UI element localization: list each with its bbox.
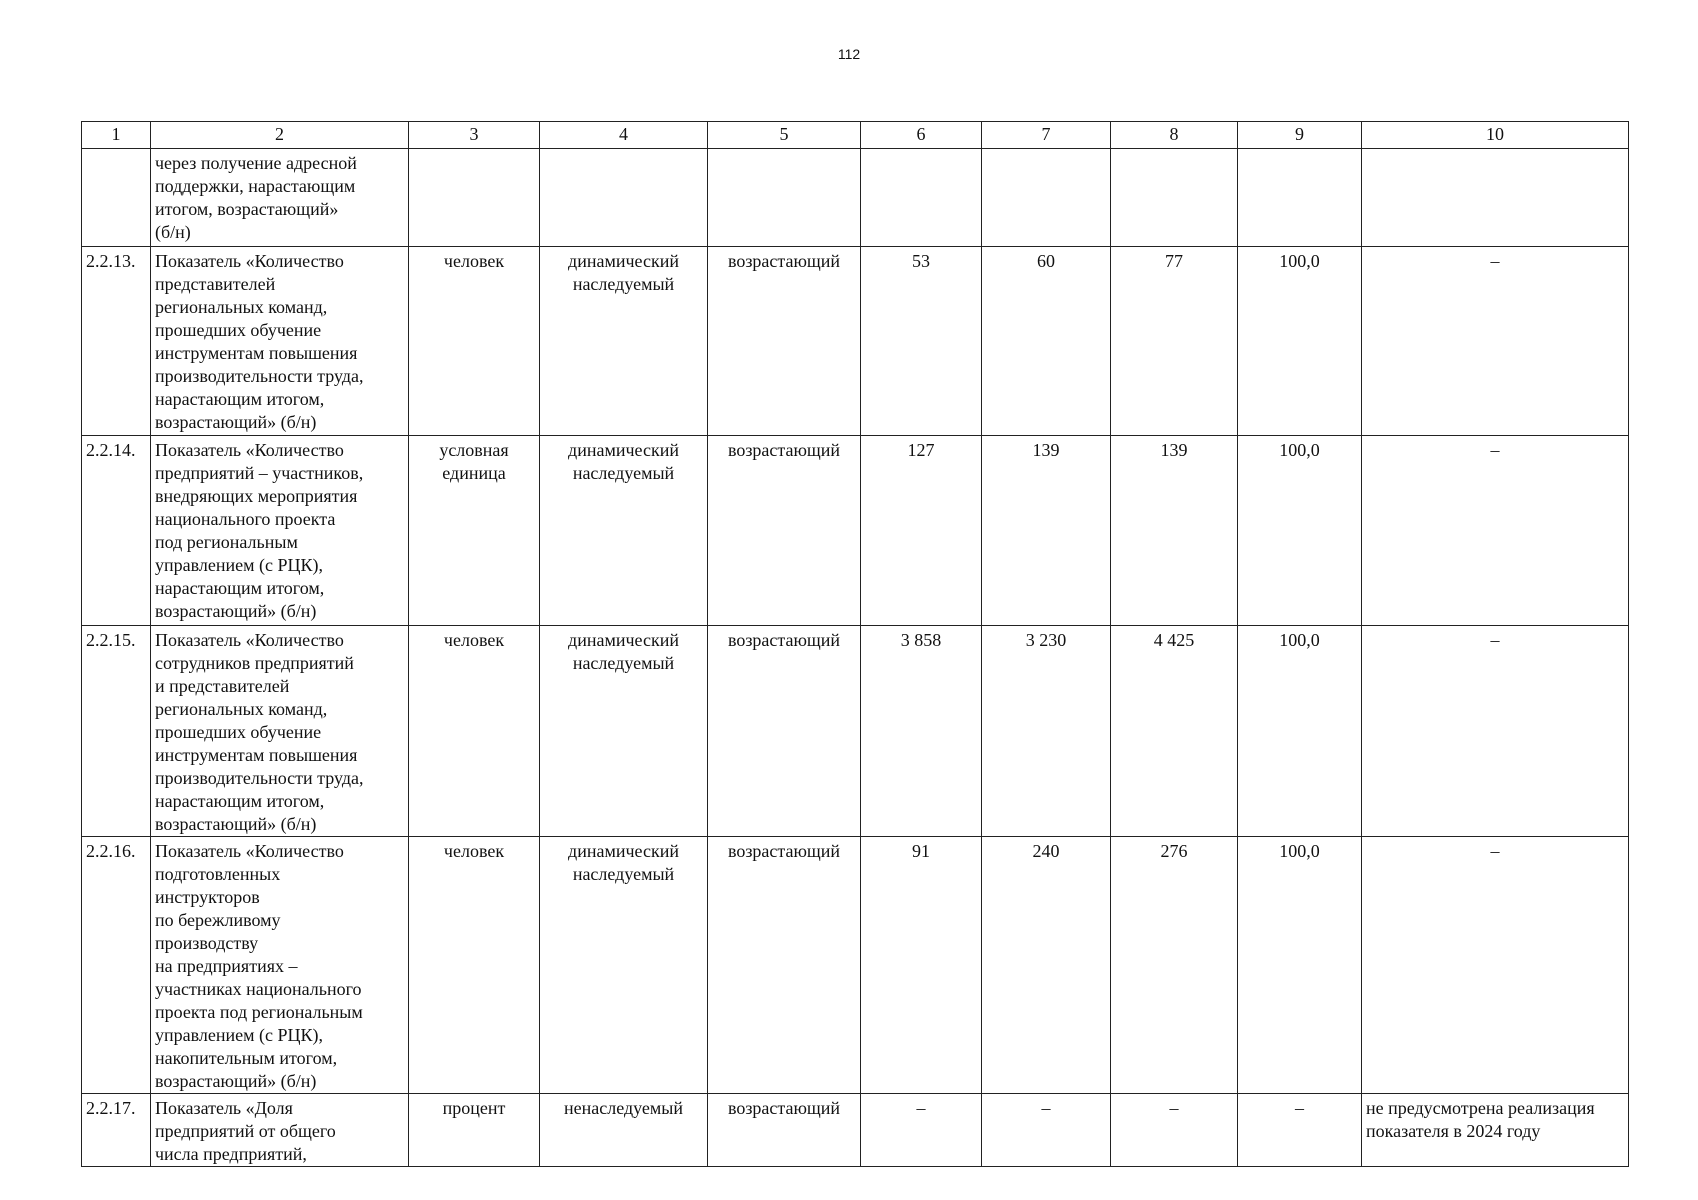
- row-number: 2.2.13.: [82, 247, 151, 436]
- note: –: [1362, 837, 1629, 1094]
- column-header-9: 9: [1238, 122, 1362, 149]
- value-8: 4 425: [1111, 626, 1238, 837]
- indicator-type: динамический наследуемый: [568, 630, 679, 673]
- indicator-name: Показатель «Количество сотрудников предприятий и представителей региональных команд, прошедших обучение инструментам повышения производительности труда, нарастающим итогом, возрастающий» (б/н): [155, 630, 364, 834]
- value-7: 139: [982, 436, 1111, 626]
- table-row: [82, 436, 1629, 626]
- note-cell: [1362, 1094, 1629, 1167]
- column-header-6: 6: [861, 122, 982, 149]
- indicator-name-cell: [151, 436, 409, 626]
- column-header-5: 5: [708, 122, 861, 149]
- type-cell: [540, 1094, 708, 1167]
- indicator-name: Показатель «Доля предприятий от общего числа предприятий,: [155, 1098, 336, 1164]
- value-6: 53: [861, 247, 982, 436]
- value-cell-9: [1238, 149, 1362, 247]
- value-cell-7: [982, 149, 1111, 247]
- direction: возрастающий: [708, 626, 861, 837]
- row-number: 2.2.15.: [82, 626, 151, 837]
- indicator-type: динамический наследуемый: [568, 251, 679, 294]
- indicator-type: ненаследуемый: [564, 1098, 683, 1118]
- direction: возрастающий: [708, 1094, 861, 1167]
- indicator-name: Показатель «Количество подготовленных инструкторов по бережливому производству на предприятиях – участниках национального проекта под региональным управлением (с РЦК), накопительным итогом, возрастающий» (б/н): [155, 841, 363, 1091]
- unit-cell: [409, 626, 540, 837]
- indicator-name: Показатель «Количество представителей региональных команд, прошедших обучение инструментам повышения производительности труда, нарастающим итогом, возрастающий» (б/н): [155, 251, 364, 432]
- value-7: –: [982, 1094, 1111, 1167]
- indicator-name-cell: [151, 837, 409, 1094]
- table-row: [82, 1094, 1629, 1167]
- type-cell: [540, 149, 708, 247]
- unit-cell: [409, 436, 540, 626]
- column-header-7: 7: [982, 122, 1111, 149]
- type-cell: [540, 837, 708, 1094]
- column-header-8: 8: [1111, 122, 1238, 149]
- column-header-3: 3: [409, 122, 540, 149]
- value-9: –: [1238, 1094, 1362, 1167]
- value-6: 127: [861, 436, 982, 626]
- value-9: 100,0: [1238, 247, 1362, 436]
- row-number: 2.2.16.: [82, 837, 151, 1094]
- value-9: 100,0: [1238, 626, 1362, 837]
- table-row-continuation: [82, 149, 1629, 247]
- value-9: 100,0: [1238, 837, 1362, 1094]
- column-header-10: 10: [1362, 122, 1629, 149]
- unit: человек: [443, 841, 505, 861]
- direction-cell: [708, 149, 861, 247]
- unit: человек: [443, 251, 505, 271]
- note: –: [1362, 436, 1629, 626]
- indicator-name: через получение адресной поддержки, нарастающим итогом, возрастающий» (б/н): [155, 153, 357, 242]
- column-number-header-row: [82, 122, 1629, 149]
- indicator-name-cell: [151, 247, 409, 436]
- indicator-name-cell: [151, 149, 409, 247]
- note: –: [1362, 247, 1629, 436]
- value-8: 139: [1111, 436, 1238, 626]
- type-cell: [540, 436, 708, 626]
- value-6: –: [861, 1094, 982, 1167]
- table-row: [82, 247, 1629, 436]
- note: –: [1362, 626, 1629, 837]
- row-number-cell: [82, 149, 151, 247]
- table-row: [82, 837, 1629, 1094]
- value-cell-6: [861, 149, 982, 247]
- value-7: 60: [982, 247, 1111, 436]
- type-cell: [540, 247, 708, 436]
- value-8: –: [1111, 1094, 1238, 1167]
- note: не предусмотрена реализация показателя в 2024 году: [1366, 1098, 1595, 1141]
- direction: возрастающий: [708, 436, 861, 626]
- column-header-1: 1: [82, 122, 151, 149]
- unit-cell: [409, 1094, 540, 1167]
- type-cell: [540, 626, 708, 837]
- direction: возрастающий: [708, 837, 861, 1094]
- unit-cell: [409, 247, 540, 436]
- unit: условная единица: [439, 440, 509, 483]
- value-7: 3 230: [982, 626, 1111, 837]
- value-8: 276: [1111, 837, 1238, 1094]
- indicator-name-cell: [151, 626, 409, 837]
- page-number: 112: [837, 46, 861, 62]
- column-header-4: 4: [540, 122, 708, 149]
- unit-cell: [409, 149, 540, 247]
- unit: человек: [443, 630, 505, 650]
- column-header-2: 2: [151, 122, 409, 149]
- indicators-table: [81, 121, 1629, 1167]
- value-cell-8: [1111, 149, 1238, 247]
- row-number: 2.2.17.: [82, 1094, 151, 1167]
- indicator-type: динамический наследуемый: [568, 841, 679, 884]
- value-8: 77: [1111, 247, 1238, 436]
- value-6: 3 858: [861, 626, 982, 837]
- row-number: 2.2.14.: [82, 436, 151, 626]
- note-cell: [1362, 149, 1629, 247]
- table-row: [82, 626, 1629, 837]
- value-9: 100,0: [1238, 436, 1362, 626]
- value-7: 240: [982, 837, 1111, 1094]
- indicator-name: Показатель «Количество предприятий – участников, внедряющих мероприятия национального проекта под региональным управлением (с РЦК), нарастающим итогом, возрастающий» (б/н): [155, 440, 364, 621]
- unit: процент: [442, 1098, 506, 1118]
- value-6: 91: [861, 837, 982, 1094]
- indicator-name-cell: [151, 1094, 409, 1167]
- unit-cell: [409, 837, 540, 1094]
- direction: возрастающий: [708, 247, 861, 436]
- indicator-type: динамический наследуемый: [568, 440, 679, 483]
